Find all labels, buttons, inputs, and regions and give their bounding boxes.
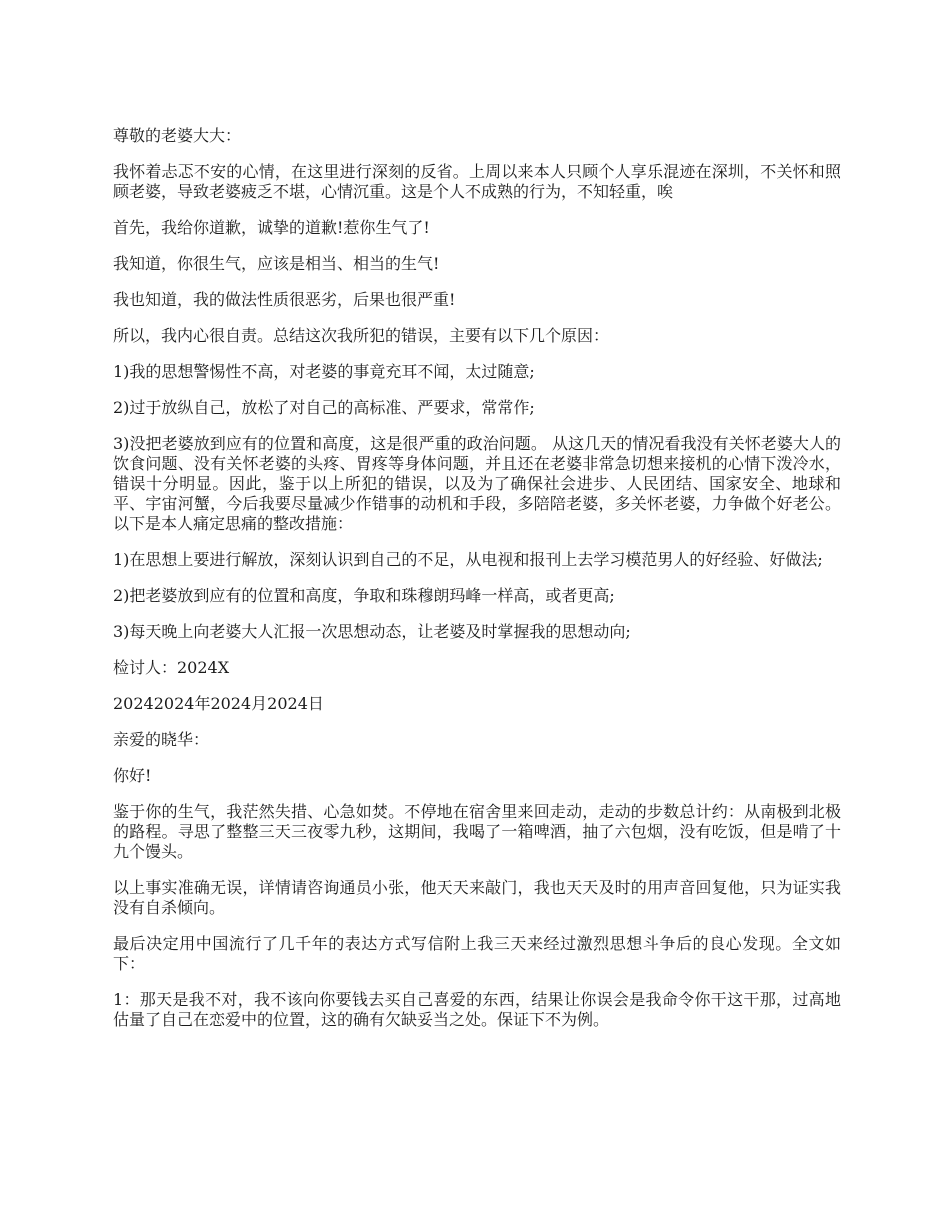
paragraph: 所以，我内心很自责。总结这次我所犯的错误，主要有以下几个原因： [113,326,610,345]
paragraph: 最后决定用中国流行了几千年的表达方式写信附上我三天来经过激烈思想斗争后的良心发现。全文如下： [113,934,841,973]
list-item: 1：那天是我不对，我不该向你要钱去买自己喜爱的东西，结果让你误会是我命令你干这干那，过高地估量了自己在恋爱中的位置，这的确有欠缺妥当之处。保证下不为例。 [113,990,841,1029]
paragraph: 我也知道，我的做法性质很恶劣，后果也很严重! [113,290,456,309]
list-item: 3)没把老婆放到应有的位置和高度，这是很严重的政治问题。 从这几天的情况看我没有关怀老婆大人的饮食问题、没有关怀老婆的头疼、胃疼等身体问题，并且还在老婆非常急切想来接机的心情下泼冷水，错误十分明显。因此，鉴于以上所犯的错误，以及为了确保社会进步、人民团结、国家安全、地球和平、宇宙河蟹，今后我要尽量减少作错事的动机和手段，多陪陪老婆，多关怀老婆，力争做个好老公。以下是本人痛定思痛的整改措施： [113,434,841,533]
salutation: 尊敬的老婆大大： [113,126,242,145]
salutation: 亲爱的晓华： [113,730,210,749]
paragraph: 我知道，你很生气，应该是相当、相当的生气! [113,254,440,273]
paragraph: 首先，我给你道歉，诚挚的道歉!惹你生气了! [113,218,430,237]
greeting: 你好! [113,766,152,785]
document-body [113,126,841,1046]
paragraph: 以上事实准确无误，详情请咨询通员小张，他天天来敲门，我也天天及时的用声音回复他，只为证实我没有自杀倾向。 [113,878,841,917]
list-item: 1)我的思想警惕性不高，对老婆的事竟充耳不闻，太过随意; [113,362,535,381]
date-line: 20242024年2024月2024日 [113,694,324,713]
list-item: 2)过于放纵自己，放松了对自己的高标准、严要求，常常作; [113,398,535,417]
signature-line: 检讨人：2024X [113,658,230,677]
list-item: 1)在思想上要进行解放，深刻认识到自己的不足，从电视和报刊上去学习模范男人的好经验、好做法; [113,550,823,569]
list-item: 3)每天晚上向老婆大人汇报一次思想动态，让老婆及时掌握我的思想动向; [113,622,631,641]
list-item: 2)把老婆放到应有的位置和高度，争取和珠穆朗玛峰一样高，或者更高; [113,586,615,605]
paragraph: 我怀着忐忑不安的心情，在这里进行深刻的反省。上周以来本人只顾个人享乐混迹在深圳，不关怀和照顾老婆，导致老婆疲乏不堪，心情沉重。这是个人不成熟的行为，不知轻重，唉 [113,162,841,201]
paragraph: 鉴于你的生气，我茫然失措、心急如焚。不停地在宿舍里来回走动，走动的步数总计约：从南极到北极的路程。寻思了整整三天三夜零九秒，这期间，我喝了一箱啤酒，抽了六包烟，没有吃饭，但是啃了十九个馒头。 [113,802,841,861]
